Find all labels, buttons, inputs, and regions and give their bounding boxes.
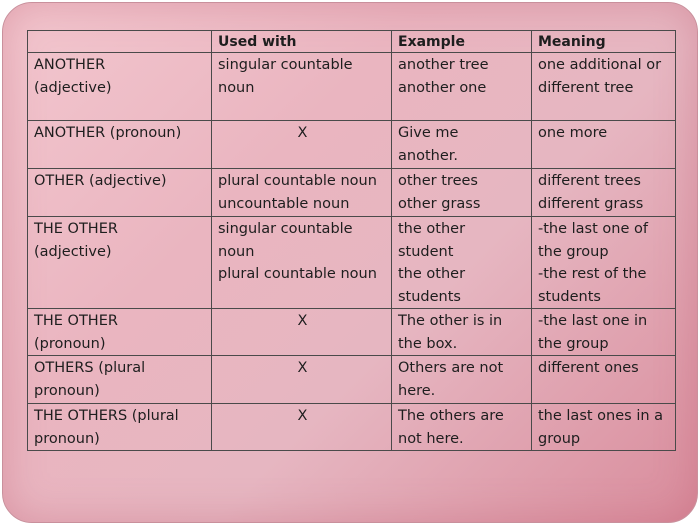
meaning-cell [532, 53, 676, 121]
table-row [28, 309, 676, 356]
meaning-line: different grass [538, 195, 644, 212]
header-cell-example: Example [392, 31, 532, 53]
table-row [28, 356, 676, 404]
not-applicable-mark: X [297, 360, 308, 376]
term-cell [28, 217, 212, 309]
term-line: THE OTHER [34, 221, 118, 237]
term-line: THE OTHER [34, 313, 118, 329]
used-with-line: uncountable noun [218, 195, 350, 212]
used-with-line: singular countable [218, 57, 353, 73]
table-row [28, 121, 676, 169]
meaning-line: the last ones in a [538, 408, 664, 424]
example-cell [392, 356, 532, 404]
used-with-cell [212, 121, 392, 169]
term-cell [28, 404, 212, 451]
example-line: the other [398, 221, 466, 237]
example-line: students [398, 288, 461, 305]
header-cell-used-with: Used with [212, 31, 392, 53]
meaning-cell [532, 121, 676, 169]
not-applicable-mark: X [297, 408, 308, 424]
term-cell [28, 53, 212, 121]
used-with-line: noun [218, 79, 255, 96]
used-with-cell [212, 53, 392, 121]
example-line: The others are [398, 408, 504, 424]
meaning-line: the group [538, 335, 609, 352]
example-cell [392, 121, 532, 169]
example-line: other grass [398, 195, 481, 212]
used-with-cell [212, 356, 392, 404]
used-with-line: noun [218, 243, 255, 260]
example-line: another tree [398, 57, 489, 73]
used-with-line: plural countable noun [218, 173, 377, 189]
header-row [28, 31, 676, 53]
term-line: ANOTHER (pronoun) [34, 125, 182, 141]
meaning-line: -the last one of [538, 221, 648, 237]
not-applicable-mark: X [297, 313, 308, 329]
term-cell [28, 169, 212, 217]
header-cell-meaning: Meaning [532, 31, 676, 53]
meaning-line: the group [538, 243, 609, 260]
example-line: Give me [398, 125, 459, 141]
used-with-cell [212, 404, 392, 451]
meaning-line: -the rest of the [538, 266, 647, 282]
table-row [28, 169, 676, 217]
used-with-line: plural countable noun [218, 266, 377, 282]
not-applicable-mark: X [297, 125, 308, 141]
example-line: the other [398, 266, 466, 282]
term-line: (adjective) [34, 79, 112, 96]
meaning-line: one more [538, 125, 608, 141]
example-cell [392, 404, 532, 451]
meaning-cell [532, 356, 676, 404]
table-row [28, 53, 676, 121]
background-card [2, 2, 698, 523]
example-line: other trees [398, 173, 478, 189]
header-cell-term [28, 31, 212, 53]
example-line: student [398, 243, 454, 260]
term-line: ANOTHER [34, 57, 106, 73]
term-line: pronoun) [34, 430, 100, 447]
example-cell [392, 53, 532, 121]
term-line: (adjective) [34, 243, 112, 260]
term-line: (pronoun) [34, 335, 106, 352]
used-with-line: singular countable [218, 221, 353, 237]
meaning-cell [532, 169, 676, 217]
meaning-cell [532, 309, 676, 356]
term-cell [28, 121, 212, 169]
example-cell [392, 169, 532, 217]
term-cell [28, 309, 212, 356]
term-line: OTHER (adjective) [34, 173, 167, 189]
meaning-line: different ones [538, 360, 639, 376]
meaning-line: group [538, 430, 581, 447]
example-line: the box. [398, 335, 458, 352]
meaning-line: -the last one in [538, 313, 648, 329]
example-line: Others are not [398, 360, 504, 376]
term-line: OTHERS (plural [34, 360, 146, 376]
term-cell [28, 356, 212, 404]
used-with-cell [212, 309, 392, 356]
example-cell [392, 309, 532, 356]
meaning-cell [532, 217, 676, 309]
grammar-table [27, 30, 676, 451]
meaning-line: students [538, 288, 601, 305]
term-line: pronoun) [34, 382, 100, 399]
meaning-line: different trees [538, 173, 641, 189]
used-with-cell [212, 217, 392, 309]
example-cell [392, 217, 532, 309]
meaning-line: one additional or [538, 57, 662, 73]
meaning-cell [532, 404, 676, 451]
table-row [28, 217, 676, 309]
example-line: another. [398, 147, 458, 164]
example-line: The other is in [398, 313, 503, 329]
meaning-line: different tree [538, 79, 634, 96]
example-line: another one [398, 79, 487, 96]
example-line: not here. [398, 430, 464, 447]
term-line: THE OTHERS (plural [34, 408, 179, 424]
table-row [28, 404, 676, 451]
used-with-cell [212, 169, 392, 217]
example-line: here. [398, 382, 436, 399]
